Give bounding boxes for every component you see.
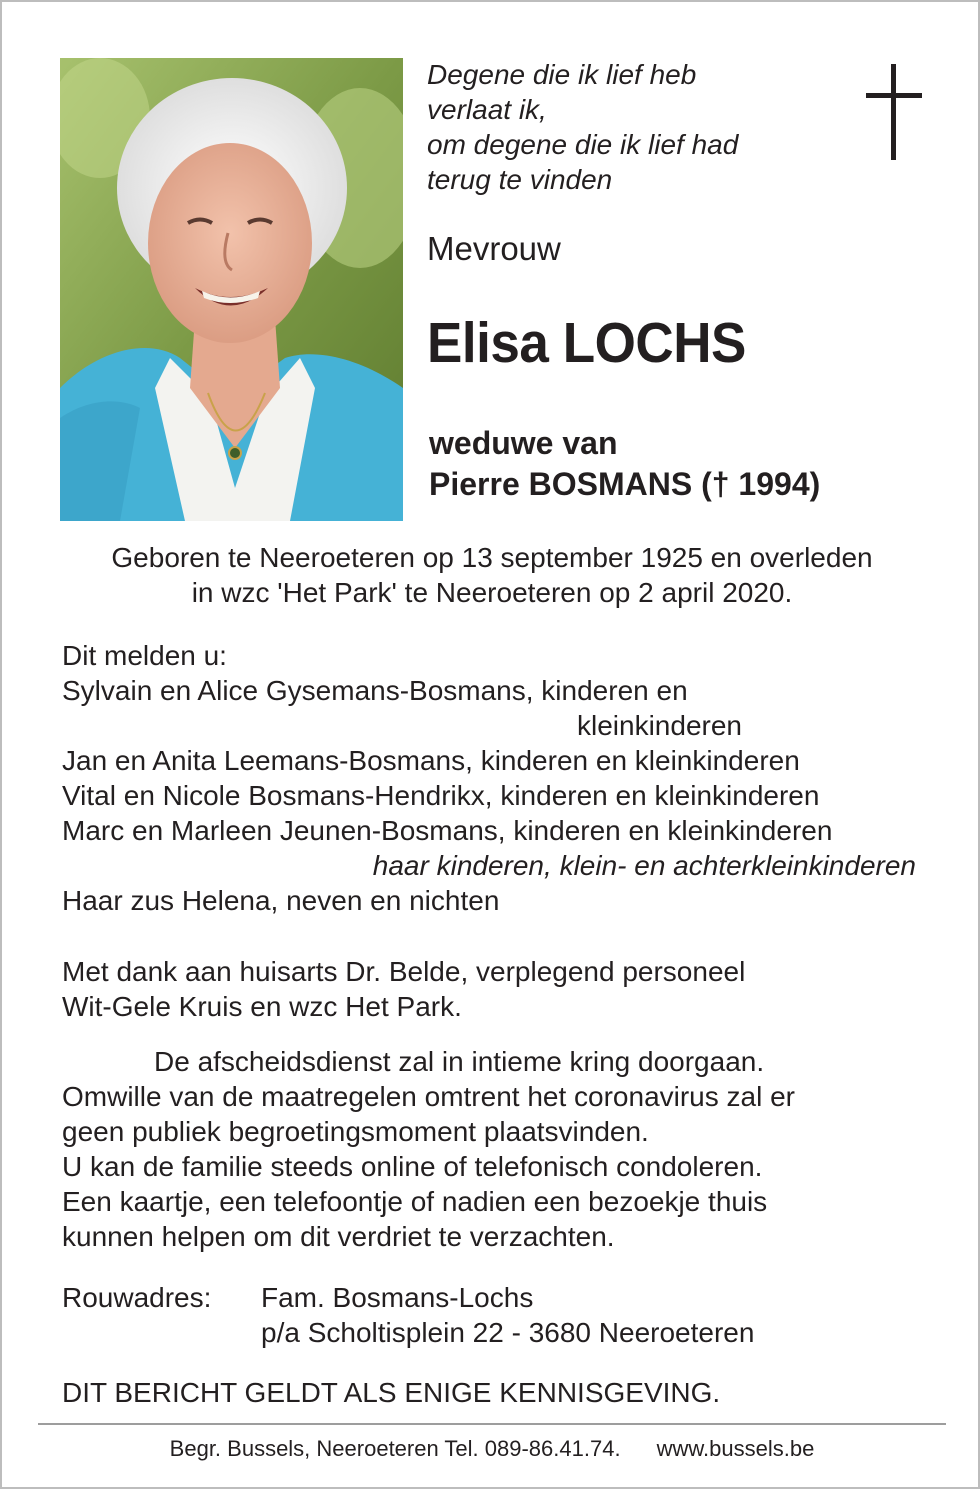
salutation: Mevrouw — [427, 230, 561, 267]
verse — [427, 57, 847, 197]
thanks-line: Met dank aan huisarts Dr. Belde, verplegend personeel — [62, 956, 746, 987]
website-link[interactable]: www.bussels.be — [656, 1436, 815, 1461]
closing-statement: DIT BERICHT GELDT ALS ENIGE KENNISGEVING. — [62, 1377, 721, 1408]
address-line: Fam. Bosmans-Lochs — [261, 1282, 534, 1313]
undertaker-info: Begr. Bussels, Neeroeteren Tel. 089-86.41.74. — [169, 1436, 621, 1461]
verse-line: om degene die ik lief had — [427, 129, 739, 160]
announcer-line: Marc en Marleen Jeunen-Bosmans, kinderen en kleinkinderen — [62, 815, 833, 846]
verse-line: verlaat ik, — [427, 94, 547, 125]
announcer-line: kleinkinderen — [577, 710, 742, 741]
announcer-line: Sylvain en Alice Gysemans-Bosmans, kinderen en — [62, 675, 688, 706]
address-label: Rouwadres: — [62, 1282, 212, 1313]
verse-line: Degene die ik lief heb — [427, 59, 697, 90]
announcer-line: Jan en Anita Leemans-Bosmans, kinderen en kleinkinderen — [62, 745, 800, 776]
cross-icon — [864, 64, 924, 160]
announcers-intro: Dit melden u: — [62, 640, 227, 671]
announcer-line: Vital en Nicole Bosmans-Hendrikx, kinderen en kleinkinderen — [62, 780, 820, 811]
announcer-line: Haar zus Helena, neven en nichten — [62, 885, 500, 916]
thanks-line: Wit-Gele Kruis en wzc Het Park. — [62, 991, 462, 1022]
notice-line: De afscheidsdienst zal in intieme kring doorgaan. — [154, 1046, 765, 1077]
birth-death-text — [42, 540, 942, 610]
notice-line: Omwille van de maatregelen omtrent het coronavirus zal er — [62, 1081, 796, 1112]
footer-divider — [38, 1423, 946, 1425]
portrait-photo — [60, 58, 403, 521]
address-line: p/a Scholtisplein 22 - 3680 Neeroeteren — [261, 1317, 755, 1348]
deceased-name: Elisa LOCHS — [427, 311, 746, 375]
death-line: in wzc 'Het Park' te Neeroeteren op 2 april 2020. — [191, 577, 793, 608]
notice-line: kunnen helpen om dit verdriet te verzachten. — [62, 1221, 615, 1252]
verse-line: terug te vinden — [427, 164, 613, 195]
notice-line: Een kaartje, een telefoontje of nadien een bezoekje thuis — [62, 1186, 768, 1217]
footer — [38, 1436, 946, 1462]
spouse-line: Pierre BOSMANS († 1994) — [429, 466, 821, 502]
birth-line: Geboren te Neeroeteren op 13 september 1925 en overleden — [111, 542, 873, 573]
widow-block — [429, 423, 820, 505]
notice-line: geen publiek begroetingsmoment plaatsvinden. — [62, 1116, 649, 1147]
widow-of-label: weduwe van — [429, 425, 618, 461]
announcer-line: haar kinderen, klein- en achterkleinkinderen — [372, 850, 916, 881]
notice-line: U kan de familie steeds online of telefonisch condoleren. — [62, 1151, 763, 1182]
